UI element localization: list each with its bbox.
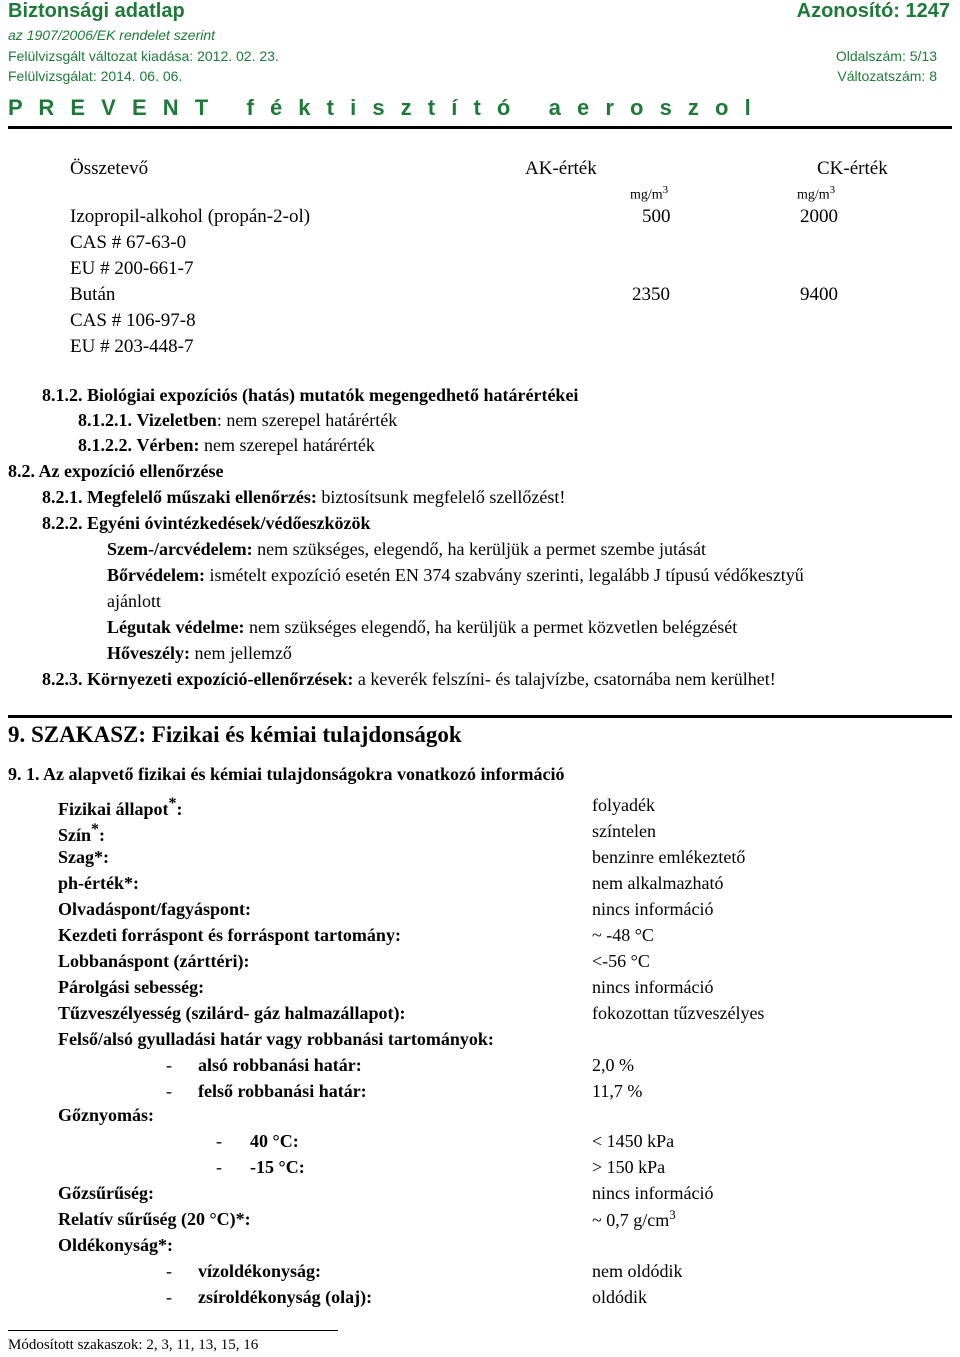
section-9-title: 9. SZAKASZ: Fizikai és kémiai tulajdonságok — [8, 722, 462, 747]
ak-value: 500 — [642, 206, 671, 227]
property-value: színtelen — [592, 821, 656, 841]
property-label: Tűzveszélyesség (szilárd- gáz halmazállapot): — [58, 1003, 406, 1023]
component-name: Izopropil-alkohol (propán-2-ol) — [70, 206, 311, 227]
upper-explosion-label: felső robbanási határ: — [198, 1081, 367, 1101]
section-divider — [8, 715, 952, 718]
vapor-pressure-40-value: < 1450 kPa — [592, 1131, 675, 1151]
component-name: Bután — [70, 284, 116, 305]
list-dash: - — [166, 1261, 172, 1281]
relative-density-label: Relatív sűrűség (20 °C)*: — [58, 1209, 251, 1229]
property-value: folyadék — [592, 795, 655, 815]
vapor-pressure-40-label: 40 °C: — [250, 1131, 299, 1151]
product-name: P R E V E N T f é k t i s z t í t ó a e r o s z o l — [8, 95, 756, 120]
ck-value: 9400 — [800, 284, 838, 305]
page-number: Oldalszám: 5/13 — [835, 48, 937, 64]
upper-explosion-value: 11,7 % — [592, 1081, 643, 1101]
solubility-label: Oldékonyság*: — [58, 1235, 174, 1255]
item-8-1-2-2: 8.1.2.2. Vérben: nem szerepel határérték — [78, 435, 375, 455]
item-8-2-3: 8.2.3. Környezeti expozíció-ellenőrzések: a keverék felszíni- és talajvízbe, csatornába nem kerülhet! — [42, 669, 776, 689]
unit-ck: $mg/m^3$ — [797, 184, 836, 203]
heading-8-2-2: 8.2.2. Egyéni óvintézkedések/védőeszközök — [42, 513, 371, 533]
property-value: nincs információ — [592, 899, 714, 919]
heat-hazard: Hőveszély: nem jellemző — [107, 643, 292, 663]
water-solubility-value: nem oldódik — [592, 1261, 683, 1281]
column-header-component: Összetevő — [70, 158, 149, 179]
list-dash: - — [166, 1055, 172, 1075]
vapor-density-label: Gőzsűrűség: — [58, 1183, 154, 1203]
property-value: benzinre emlékeztető — [592, 847, 746, 867]
property-value: ~ -48 °C — [592, 925, 654, 945]
face-protection: Szem-/arcvédelem: nem szükséges, elegendő, ha kerüljük a permet szembe jutását — [107, 539, 706, 559]
revision-issue-date: Felülvizsgált változat kiadása: 2012. 02. 23. — [8, 48, 279, 64]
property-value: nincs információ — [592, 977, 714, 997]
ak-value: 2350 — [632, 284, 670, 305]
modified-sections: Módosított szakaszok: 2, 3, 11, 13, 15, 16 — [8, 1337, 259, 1353]
document-id: Azonosító: 1247 — [796, 0, 950, 22]
column-header-ak: AK-érték — [525, 158, 597, 179]
document-title: Biztonsági adatlap — [8, 0, 185, 22]
property-label: Kezdeti forráspont és forráspont tartomány: — [58, 925, 401, 945]
property-label: Párolgási sebesség: — [58, 977, 205, 997]
fat-solubility-label: zsíroldékonyság (olaj): — [198, 1287, 373, 1307]
heading-8-2: 8.2. Az expozíció ellenőrzése — [8, 461, 224, 481]
ck-value: 2000 — [800, 206, 838, 227]
footer-divider — [8, 1330, 338, 1331]
property-value: <-56 °C — [592, 951, 650, 971]
column-header-ck: CK-érték — [817, 158, 888, 179]
property-value: fokozottan tűzveszélyes — [592, 1003, 765, 1023]
respiratory-protection: Légutak védelme: nem szükséges elegendő, ha kerüljük a permet közvetlen belégzését — [107, 617, 738, 637]
property-label: Szín*: — [58, 821, 106, 845]
property-label: Fizikai állapot*: — [58, 795, 183, 819]
fat-solubility-value: oldódik — [592, 1287, 648, 1307]
cas-number: CAS # 67-63-0 — [70, 232, 187, 253]
list-dash: - — [166, 1081, 172, 1101]
vapor-density-value: nincs információ — [592, 1183, 714, 1203]
explosion-limits-label: Felső/alsó gyulladási határ vagy robbanási tartományok: — [58, 1029, 494, 1049]
header-divider — [8, 126, 952, 129]
lower-explosion-label: alsó robbanási határ: — [198, 1055, 362, 1075]
list-dash: - — [216, 1157, 222, 1177]
change-number: Változatszám: 8 — [837, 68, 937, 84]
property-label: Lobbanáspont (zárttéri): — [58, 951, 250, 971]
vapor-pressure-minus15-label: -15 °C: — [250, 1157, 305, 1177]
heading-8-1-2: 8.1.2. Biológiai expozíciós (hatás) mutatók megengedhető határértékei — [42, 385, 579, 405]
list-dash: - — [166, 1287, 172, 1307]
skin-protection: Bőrvédelem: ismételt expozíció esetén EN 374 szabvány szerinti, legalább J típusú védőkesztyű — [107, 565, 804, 585]
regulation-reference: az 1907/2006/EK rendelet szerint — [8, 27, 216, 43]
cas-number: CAS # 106-97-8 — [70, 310, 196, 331]
heading-9-1: 9. 1. Az alapvető fizikai és kémiai tulajdonságokra vonatkozó információ — [8, 764, 565, 784]
item-8-1-2-1: 8.1.2.1. Vizeletben: nem szerepel határérték — [78, 410, 398, 430]
property-label: ph-érték*: — [58, 873, 139, 893]
relative-density-value: ~ 0,7 $g/cm^3$ — [592, 1207, 676, 1230]
list-dash: - — [216, 1131, 222, 1151]
property-label: Olvadáspont/fagyáspont: — [58, 899, 252, 919]
eu-number: EU # 200-661-7 — [70, 258, 194, 279]
skin-protection-continued: ajánlott — [107, 591, 161, 611]
water-solubility-label: vízoldékonyság: — [198, 1261, 322, 1281]
item-8-2-1: 8.2.1. Megfelelő műszaki ellenőrzés: biztosítsunk megfelelő szellőzést! — [42, 487, 566, 507]
vapor-pressure-label: Gőznyomás: — [58, 1105, 154, 1125]
property-label: Szag*: — [58, 847, 109, 867]
eu-number: EU # 203-448-7 — [70, 336, 194, 357]
unit-ak: $mg/m^3$ — [630, 184, 669, 203]
property-value: nem alkalmazható — [592, 873, 724, 893]
vapor-pressure-minus15-value: > 150 kPa — [592, 1157, 666, 1177]
revision-date: Felülvizsgálat: 2014. 06. 06. — [8, 68, 183, 84]
lower-explosion-value: 2,0 % — [592, 1055, 634, 1075]
